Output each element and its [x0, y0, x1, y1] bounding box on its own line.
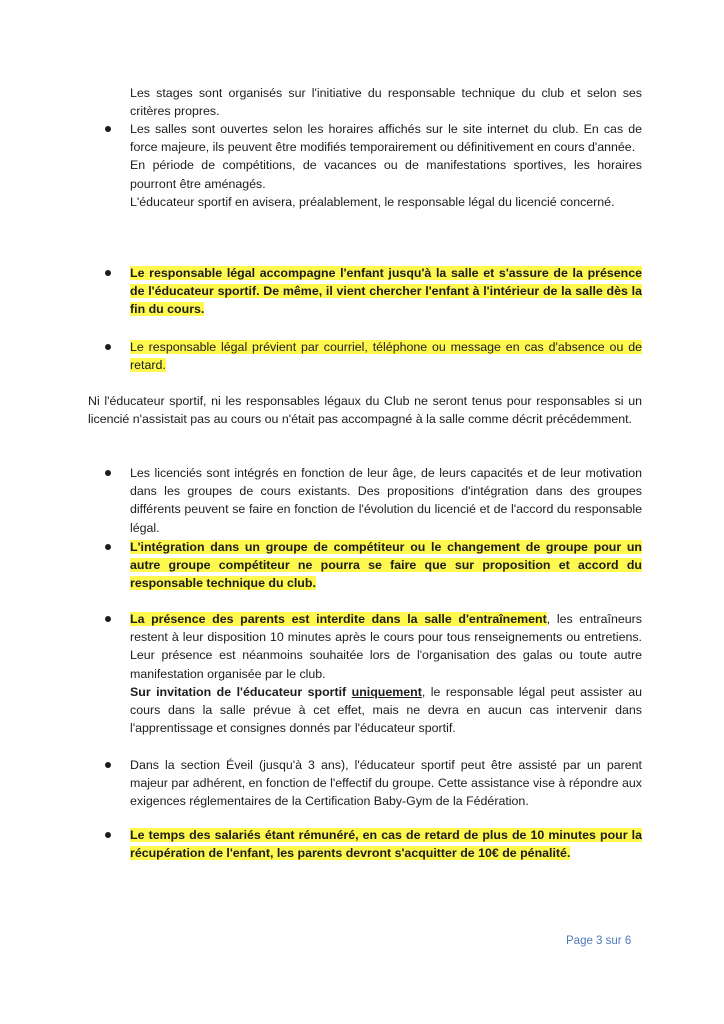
paragraph-text: Sur invitation de l'éducateur sportif uniquement, le responsable légal peut assister au cours dans la salle prévue à cet effet, mais ne devra en aucun cas intervenir dans l'apprentissage et consignes donnés par l'éducateur sportif. [130, 684, 643, 736]
paragraph-text: L'éducateur sportif en avisera, préalablement, le responsable légal du licencié concerné. [130, 194, 615, 209]
bullet-icon [105, 126, 111, 132]
highlighted-text: Le temps des salariés étant rémunéré, en cas de retard de plus de 10 minutes pour la récupération de l'enfant, les parents devront s'acquitter de 10€ de pénalité. [130, 828, 642, 861]
list-item-accompagnement [130, 264, 642, 319]
bullet-icon [105, 762, 111, 768]
list-item-horaires [130, 120, 642, 211]
list-item-penalite [130, 826, 642, 862]
list-item-eveil [130, 756, 642, 811]
paragraph-text [130, 538, 642, 593]
paragraph-responsabilite [88, 392, 642, 428]
paragraph-text: Les salles sont ouvertes selon les horaires affichés sur le site internet du club. En cas de force majeure, ils peuvent être modifiés temporairement ou définitivement en cours d'année. [130, 122, 642, 155]
bullet-icon [105, 832, 111, 838]
bullet-icon [105, 470, 111, 476]
list-item-competiteur [130, 538, 642, 593]
list-item-absence [130, 338, 642, 374]
paragraph-text: Ni l'éducateur sportif, ni les responsables légaux du Club ne seront tenus pour responsables si un licencié n'assistait pas au cours ou n'était pas accompagné à la salle comme décrit précédemment. [88, 394, 642, 427]
paragraph-text: En période de compétitions, de vacances ou de manifestations sportives, les horaires pourront être aménagés. [130, 158, 642, 191]
highlighted-text: La présence des parents est interdite dans la salle d'entraînement [130, 612, 547, 626]
highlighted-text: Le responsable légal accompagne l'enfant jusqu'à la salle et s'assure de la présence de l'éducateur sportif. De même, il vient chercher l'enfant à l'intérieur de la salle dès la fin du cours. [130, 266, 642, 317]
paragraph-text [130, 338, 642, 374]
paragraph-stages [130, 84, 642, 120]
paragraph-text [130, 264, 642, 319]
bullet-icon [105, 270, 111, 276]
list-item-integration [130, 464, 642, 537]
paragraph-text: La présence des parents est interdite dans la salle d'entraînement, les entraîneurs restent à leur disposition 10 minutes après le cours pour tous renseignements ou entretiens. Leur présence est néanmoins souhaitée lors de l'organisation des galas ou toute autre manifestation organisée par le club. [130, 612, 642, 681]
paragraph-text: Les stages sont organisés sur l'initiative du responsable technique du club et selon ses critères propres. [130, 86, 642, 119]
highlighted-text: L'intégration dans un groupe de compétiteur ou le changement de groupe pour un autre groupe compétiteur ne pourra se faire que sur proposition et accord du responsable technique du club. [130, 540, 642, 591]
paragraph-text: Les licenciés sont intégrés en fonction de leur âge, de leurs capacités et de leur motivation dans les groupes de cours existants. Des propositions d'intégration dans des groupes différents peuvent se faire en fonction de l'évolution du licencié et de l'accord du responsable légal. [130, 466, 642, 535]
bullet-icon [105, 344, 111, 350]
highlighted-text: Le responsable légal prévient par courriel, téléphone ou message en cas d'absence ou de retard. [130, 340, 642, 373]
paragraph-text [130, 826, 642, 862]
bullet-icon [105, 544, 111, 550]
paragraph-text: Dans la section Éveil (jusqu'à 3 ans), l'éducateur sportif peut être assisté par un parent majeur par adhérent, en fonction de l'effectif du groupe. Cette assistance vise à répondre aux exigences réglementaires de la Certification Baby-Gym de la Fédération. [130, 758, 642, 809]
list-item-parents [130, 610, 642, 737]
page-number: Page 3 sur 6 [566, 935, 632, 947]
underlined-text: uniquement [351, 684, 422, 699]
bullet-icon [105, 616, 111, 622]
